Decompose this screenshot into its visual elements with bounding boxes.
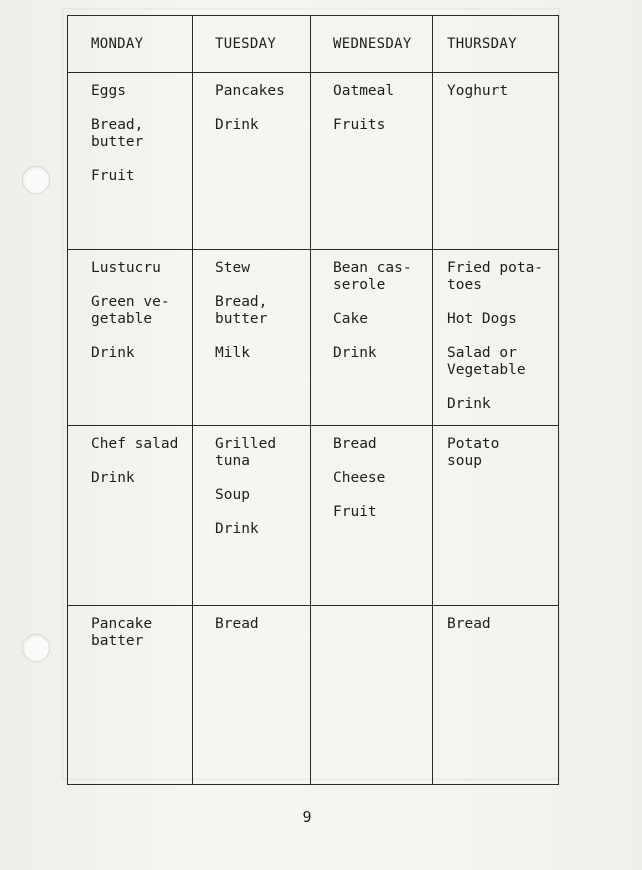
punch-hole-top [22,166,50,194]
menu-item: Bread, butter [91,117,144,150]
table-row [68,606,559,785]
menu-item: Bread [215,616,259,633]
table-cell [433,73,559,250]
menu-item: Lustucru [91,259,161,276]
table-cell [311,426,433,606]
menu-item: Drink [91,470,135,487]
table-cell [193,73,311,250]
header-row [68,16,559,73]
menu-item: Drink [215,521,259,538]
menu-item: Soup [215,487,250,504]
header-wednesday: WEDNESDAY [311,16,433,73]
table-cell [193,606,311,785]
menu-item: Eggs [91,83,126,99]
menu-item: Drink [215,117,259,133]
menu-item: Milk [215,344,250,361]
menu-item: Yoghurt [447,83,509,99]
menu-item: Salad or Vegetable [447,344,526,378]
menu-item: Fruit [333,504,377,521]
menu-item: Bread, butter [215,293,268,327]
menu-item: Green ve- getable [91,293,170,327]
table-cell [68,249,193,426]
table-cell [68,426,193,606]
weekly-menu-table [67,15,559,785]
menu-item: Fried pota- toes [447,259,544,293]
menu-item: Drink [447,395,491,412]
table-cell [68,606,193,785]
header-monday: MONDAY [68,16,193,73]
page-number: 9 [302,808,312,826]
menu-item: Fruit [91,168,135,184]
menu-item: Bread [333,436,377,453]
menu-item: Stew [215,259,250,276]
menu-item: Drink [91,344,135,361]
menu-item: Chef salad [91,436,179,453]
table-cell [433,249,559,426]
table-row [68,426,559,606]
table-cell [311,606,433,785]
table-row [68,249,559,426]
menu-item: Potato soup [447,436,500,470]
menu-item: Pancakes [215,83,285,99]
table-cell [311,73,433,250]
menu-item: Hot Dogs [447,310,517,327]
menu-item: Oatmeal [333,83,395,99]
menu-item: Cheese [333,470,386,487]
table-row [68,73,559,250]
menu-item: Pancake batter [91,616,153,650]
table-cell [193,426,311,606]
menu-item: Cake [333,310,368,327]
table-cell [311,249,433,426]
menu-item: Bread [447,616,491,633]
menu-item: Grilled tuna [215,436,277,470]
menu-item: Drink [333,344,377,361]
table-cell [433,426,559,606]
header-thursday: THURSDAY [433,16,559,73]
menu-item: Fruits [333,117,386,133]
header-tuesday: TUESDAY [193,16,311,73]
menu-item: Bean cas- serole [333,259,412,293]
table-cell [68,73,193,250]
punch-hole-bottom [22,634,50,662]
table-cell [433,606,559,785]
table-cell [193,249,311,426]
